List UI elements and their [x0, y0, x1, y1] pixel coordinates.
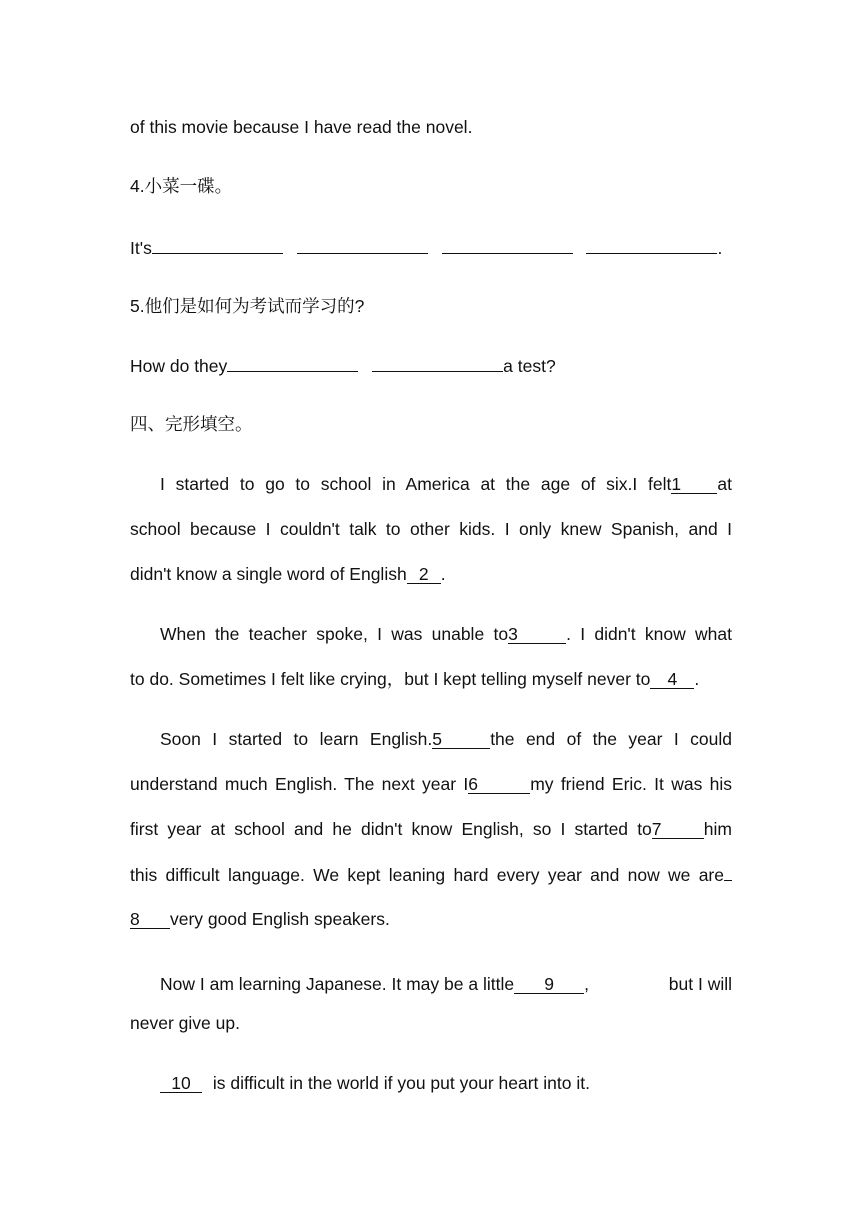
q4-number: 4.: [130, 176, 145, 196]
passage-line: [160, 1071, 732, 1095]
blank-10[interactable]: 10: [160, 1074, 202, 1093]
passage-text: this difficult language. We kept leaning hard every year and now we are: [130, 865, 724, 885]
passage-text: Soon I started to learn English.: [160, 729, 433, 749]
passage-text: didn't know a single word of English: [130, 564, 407, 584]
q4-prompt: [130, 174, 732, 198]
blank-1[interactable]: 1: [671, 475, 717, 494]
q4-answer-line: [130, 235, 732, 260]
q4-blank-1[interactable]: [152, 235, 283, 254]
passage-line: [130, 817, 732, 841]
passage-text: .: [440, 564, 446, 584]
blank-8[interactable]: 8: [130, 910, 170, 929]
passage-text: . I didn't know what: [566, 624, 733, 644]
blank-5[interactable]: 5: [432, 730, 490, 749]
q5-start: How do they: [130, 356, 228, 376]
passage-text: ,: [584, 974, 589, 994]
passage-line: [130, 862, 732, 887]
passage-text: first year at school and he didn't know English, so I started to: [130, 819, 652, 839]
blank-2[interactable]: 2: [407, 565, 441, 584]
passage-text: Now I am learning Japanese. It may be a little: [160, 974, 515, 994]
blank-8-line-start[interactable]: [724, 862, 732, 881]
q5-number: 5.: [130, 296, 145, 316]
q5-chinese: 他们是如何为考试而学习的?: [144, 296, 365, 316]
q4-blank-4[interactable]: [586, 235, 717, 254]
passage-text: is difficult in the world if you put your heart into it.: [212, 1073, 590, 1093]
passage-text: to do. Sometimes I felt like crying，but I kept telling myself never to: [130, 669, 651, 689]
blank-3[interactable]: 3: [508, 625, 566, 644]
passage-line: [130, 667, 732, 691]
q4-start: It's: [130, 238, 152, 258]
q4-end: .: [717, 238, 723, 258]
passage-text: I started to go to school in America at the age of six.I felt: [160, 474, 672, 494]
passage-text: .: [694, 669, 700, 689]
passage-line: [160, 972, 732, 996]
passage-line: [130, 907, 732, 931]
blank-6[interactable]: 6: [468, 775, 530, 794]
blank-9[interactable]: 9: [514, 975, 584, 994]
q5-blank-2[interactable]: [372, 353, 503, 372]
passage-line: school because I couldn't talk to other kids. I only knew Spanish, and I: [130, 519, 732, 539]
section-heading: 四、完形填空。: [130, 414, 253, 434]
passage-text: him: [703, 819, 732, 839]
q5-end: a test?: [503, 356, 556, 376]
passage-text: but I will: [668, 974, 732, 994]
q5-blank-1[interactable]: [227, 353, 358, 372]
passage-text: understand much English. The next year I: [130, 774, 469, 794]
passage-text: my friend Eric. It was his: [530, 774, 732, 794]
q5-prompt: [130, 294, 732, 318]
q4-chinese: 小菜一碟。: [144, 176, 233, 196]
passage-text: very good English speakers.: [170, 909, 390, 929]
passage-line: [160, 472, 732, 496]
q3-continuation: of this movie because I have read the novel.: [130, 117, 473, 137]
passage-text: at: [717, 474, 732, 494]
q4-blank-2[interactable]: [297, 235, 428, 254]
q5-answer-line: [130, 353, 732, 378]
passage-text: When the teacher spoke, I was unable to: [160, 624, 509, 644]
passage-text: the end of the year I could: [490, 729, 732, 749]
passage-line: [160, 622, 732, 646]
passage-line: never give up.: [130, 1013, 240, 1033]
passage-line: [130, 772, 732, 796]
blank-4[interactable]: 4: [650, 670, 694, 689]
blank-7[interactable]: 7: [652, 820, 704, 839]
passage-line: [130, 562, 732, 586]
q4-blank-3[interactable]: [442, 235, 573, 254]
passage-line: [160, 727, 732, 751]
